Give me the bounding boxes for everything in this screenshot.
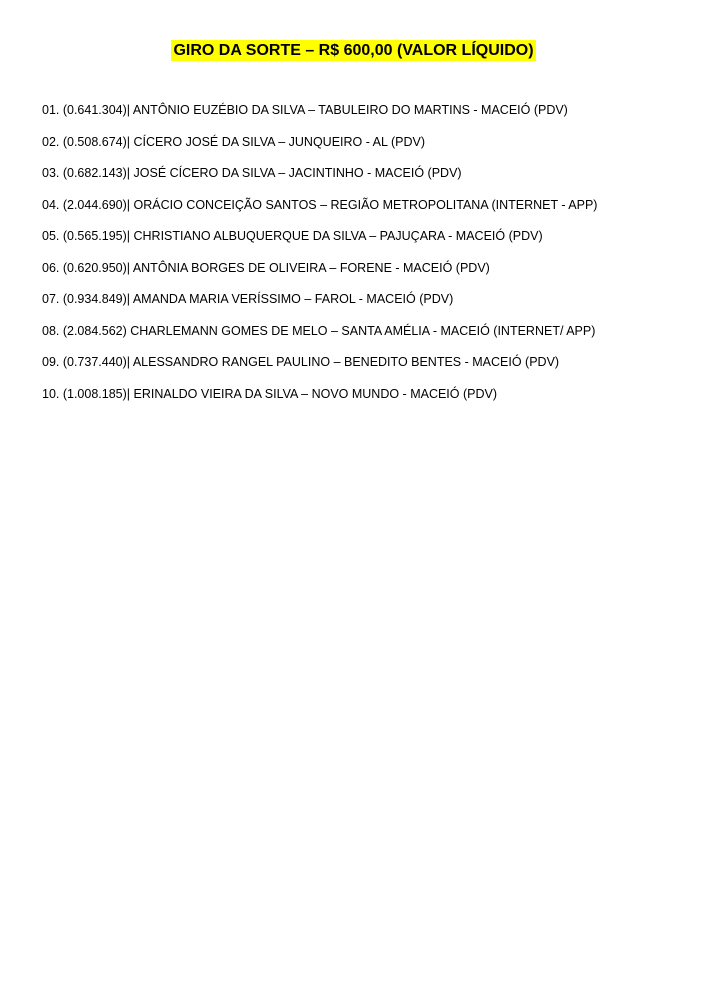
- winner-entry: 06. (0.620.950)| ANTÔNIA BORGES DE OLIVEIRA – FORENE - MACEIÓ (PDV): [42, 260, 490, 275]
- winner-entry: 07. (0.934.849)| AMANDA MARIA VERÍSSIMO – FAROL - MACEIÓ (PDV): [42, 292, 454, 306]
- winners-list: [42, 101, 682, 416]
- winner-entry: 08. (2.084.562) CHARLEMANN GOMES DE MELO – SANTA AMÉLIA - MACEIÓ (INTERNET/ APP): [42, 323, 596, 338]
- winner-entry: 05. (0.565.195)| CHRISTIANO ALBUQUERQUE DA SILVA – PAJUÇARA - MACEIÓ (PDV): [42, 229, 543, 243]
- winner-entry: 04. (2.044.690)| ORÁCIO CONCEIÇÃO SANTOS – REGIÃO METROPOLITANA (INTERNET - APP): [42, 197, 598, 212]
- document-title: GIRO DA SORTE – R$ 600,00 (VALOR LÍQUIDO): [173, 42, 534, 59]
- winner-entry: 02. (0.508.674)| CÍCERO JOSÉ DA SILVA – JUNQUEIRO - AL (PDV): [42, 134, 426, 149]
- winner-entry: 09. (0.737.440)| ALESSANDRO RANGEL PAULINO – BENEDITO BENTES - MACEIÓ (PDV): [42, 355, 560, 369]
- title-container: [0, 40, 707, 61]
- winner-entry: 03. (0.682.143)| JOSÉ CÍCERO DA SILVA – JACINTINHO - MACEIÓ (PDV): [42, 166, 462, 180]
- winner-entry: 10. (1.008.185)| ERINALDO VIEIRA DA SILVA – NOVO MUNDO - MACEIÓ (PDV): [42, 386, 498, 401]
- winner-entry: 01. (0.641.304)| ANTÔNIO EUZÉBIO DA SILVA – TABULEIRO DO MARTINS - MACEIÓ (PDV): [42, 103, 568, 117]
